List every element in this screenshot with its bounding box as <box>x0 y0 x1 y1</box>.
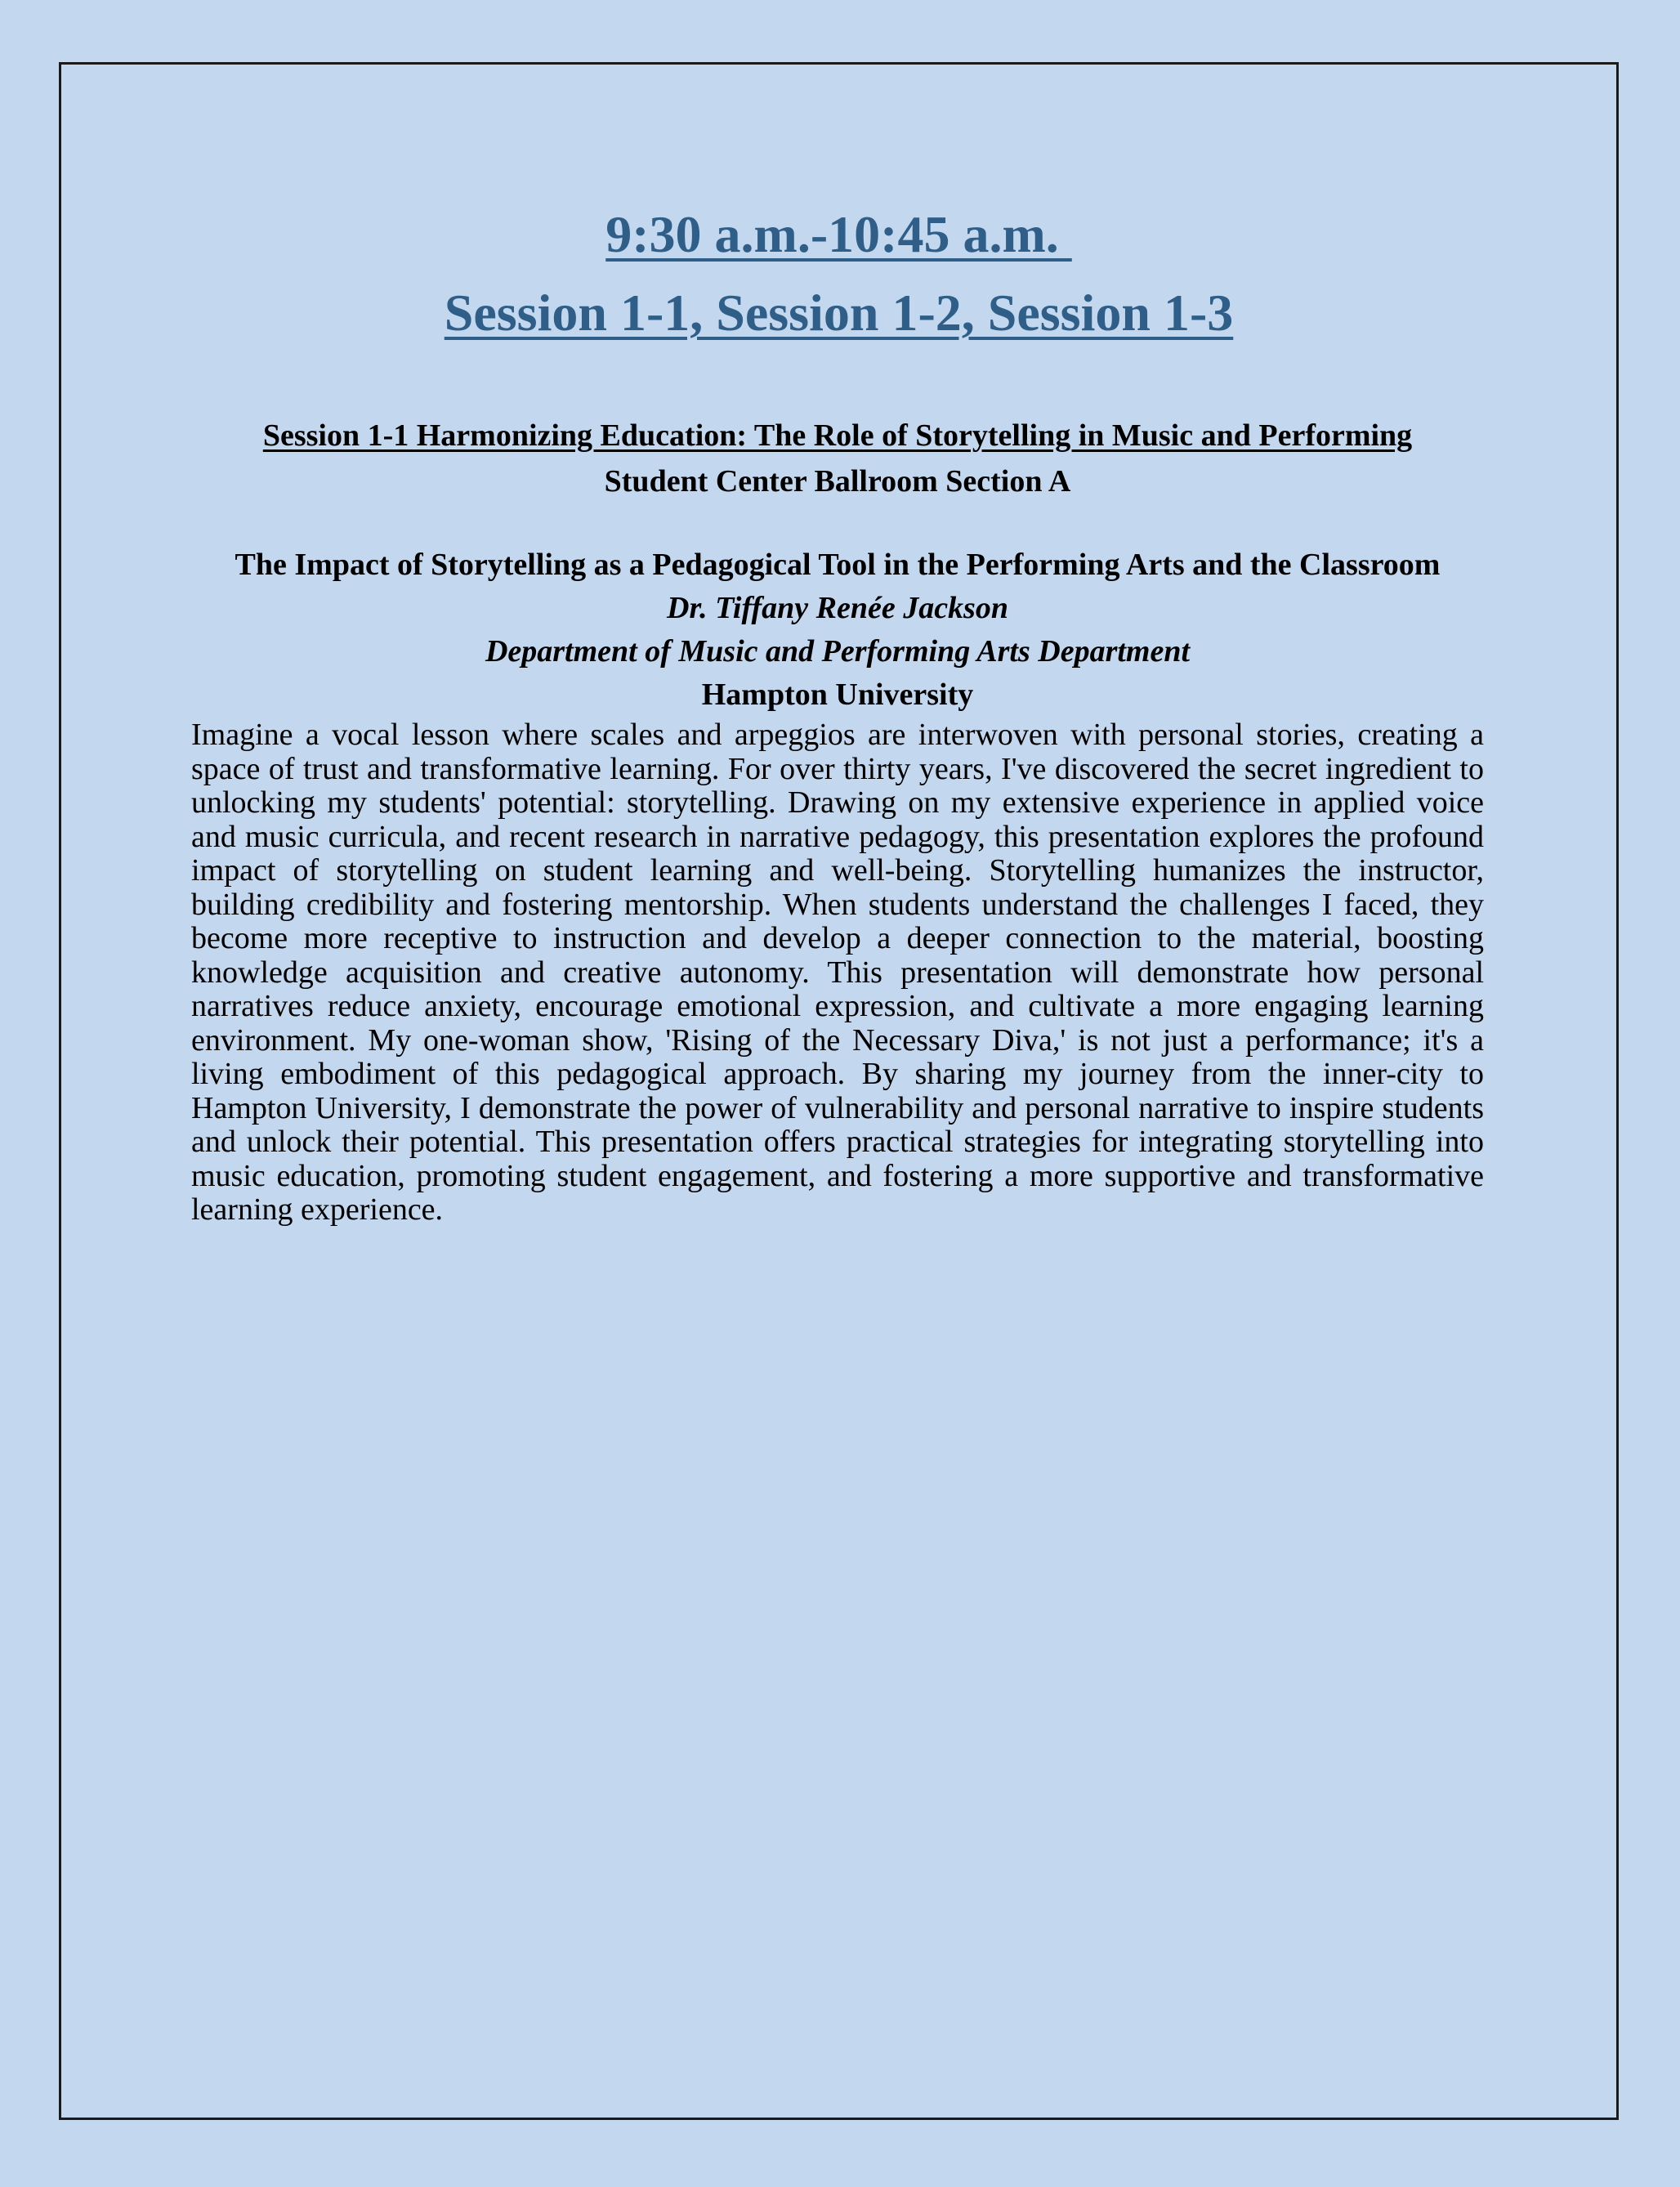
spacer <box>191 504 1484 543</box>
presenter-name: Dr. Tiffany Renée Jackson <box>667 591 1008 625</box>
time-slot-heading: 9:30 a.m.-10:45 a.m. <box>605 205 1072 263</box>
presentation-abstract: Imagine a vocal lesson where scales and arpeggios are interwoven with personal stories, creating a space of trust and transformative learning. For over thirty years, I've discovered the secret ingredient to unlocking my students' potential: storytelling. Drawing on my extensive experience in applied voice and music curricula, and recent research in narrative pedagogy, this presentation explores the profound impact of storytelling on student learning and well-being. Storytelling humanizes the instructor, building credibility and fostering mentorship. When students understand the challenges I faced, they become more receptive to instruction and develop a deeper connection to the material, boosting knowledge acquisition and creative autonomy. This presentation will demonstrate how personal narratives reduce anxiety, encourage emotional expression, and cultivate a more engaging learning environment. My one-woman show, 'Rising of the Necessary Diva,' is not just a performance; it's a living embodiment of this pedagogical approach. By sharing my journey from the inner-city to Hampton University, I demonstrate the power of vulnerability and personal narrative to inspire students and unlock their potential. This presentation offers practical strategies for integrating storytelling into music education, promoting student engagement, and fostering a more supportive and transformative learning experience. <box>191 718 1484 1227</box>
presentation-title: The Impact of Storytelling as a Pedagogical Tool in the Performing Arts and the Classroom <box>235 548 1441 582</box>
schedule-header <box>61 195 1616 352</box>
session-title: Session 1-1 Harmonizing Education: The Role of Storytelling in Music and Performing <box>262 418 1413 453</box>
presenter-university: Hampton University <box>701 678 974 712</box>
presenter-department: Department of Music and Performing Arts Department <box>485 634 1191 669</box>
sessions-heading: Session 1-1, Session 1-2, Session 1-3 <box>444 284 1234 342</box>
session-room: Student Center Ballroom Section A <box>604 464 1071 499</box>
session-content <box>191 413 1484 1228</box>
